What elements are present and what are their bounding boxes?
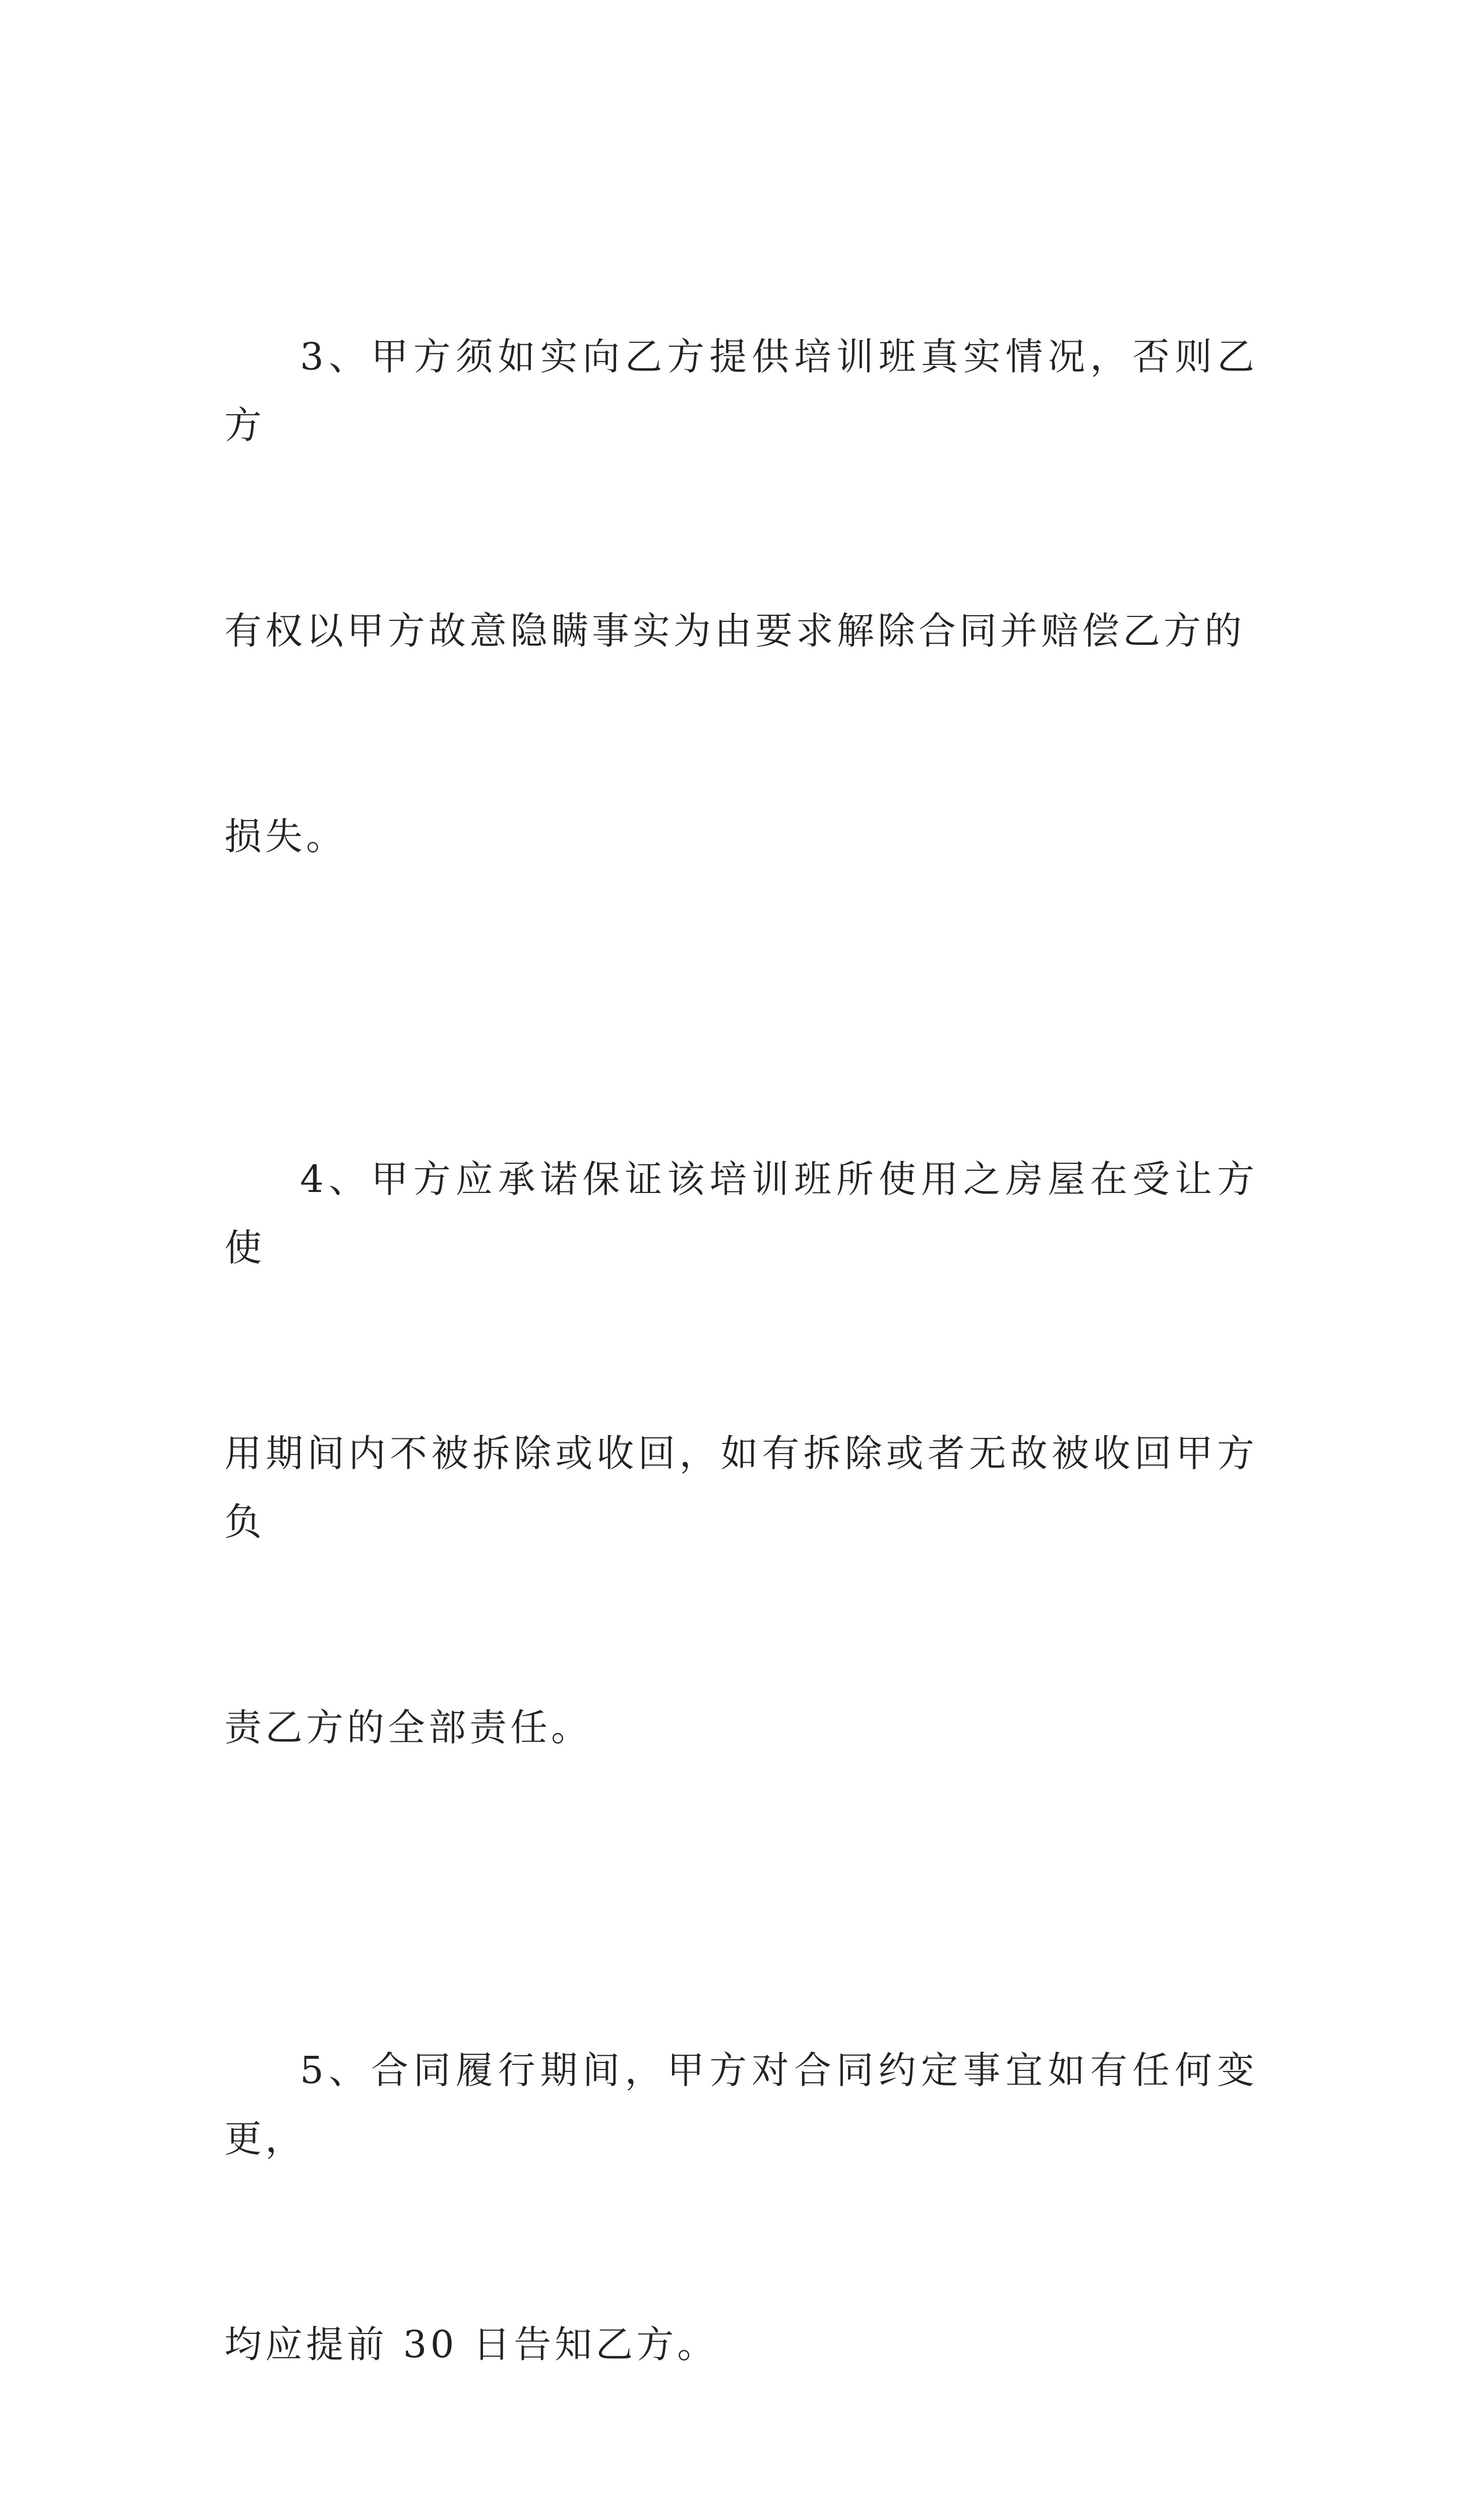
text-line: 4、甲方应承诺保证该培训班所使用之房屋在受让方使 <box>224 1158 1258 1270</box>
text-line: 有权以甲方故意隐瞒事实为由要求解除合同并赔偿乙方的 <box>224 609 1245 653</box>
clause-4-3 <box>224 185 1258 1008</box>
clause-4-6 <box>224 2516 1258 2520</box>
text-line: 3、甲方须如实向乙方提供培训班真实情况，否则乙方 <box>224 335 1258 447</box>
text-line: 责乙方的全部责任。 <box>224 1706 592 1749</box>
document-body <box>224 185 1258 2520</box>
text-line: 5、合同履行期间，甲方对合同约定事宜如有任何变更， <box>224 2049 1258 2161</box>
text-line: 均应提前 30 日告知乙方。 <box>224 2323 718 2366</box>
clause-4-4 <box>224 1008 1258 1899</box>
text-line: 用期间内不被拆除或收回，如有拆除或者无故被收回甲方负 <box>224 1432 1258 1544</box>
clause-4-5 <box>224 1899 1258 2516</box>
text-line: 损失。 <box>224 815 347 858</box>
